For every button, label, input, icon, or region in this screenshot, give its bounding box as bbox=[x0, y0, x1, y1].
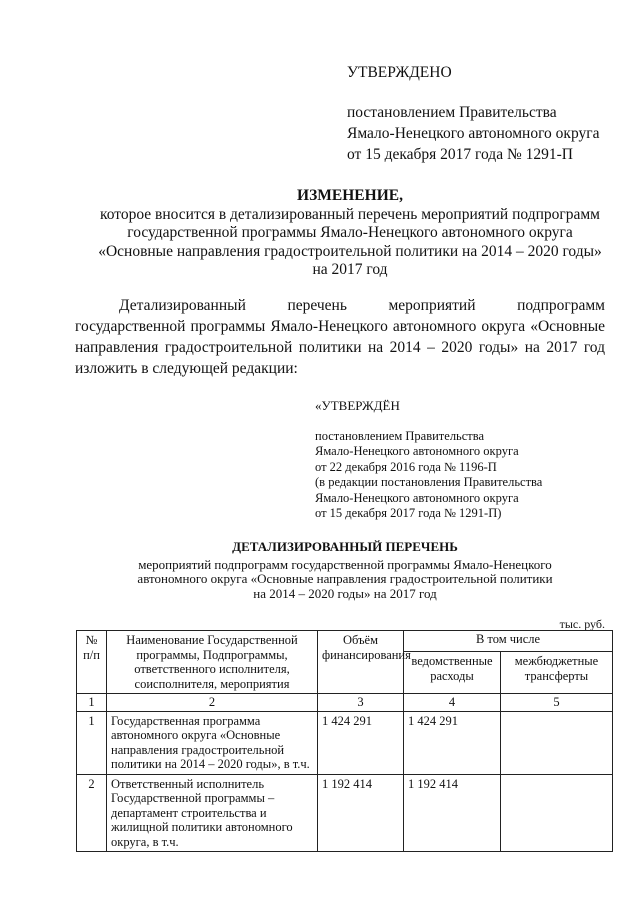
list-subtitle-line: мероприятий подпрограмм государственной программы Ямало-Ненецкого bbox=[138, 556, 552, 572]
header-name: Наименование Государственной программы, Подпрограммы, ответственного исполнителя, соисполнителя, мероприятия bbox=[107, 631, 318, 694]
amendment-title bbox=[60, 187, 640, 280]
approval-block-inner bbox=[315, 398, 542, 522]
amendment-title-line: на 2017 год bbox=[312, 261, 388, 278]
header-incl: В том числе bbox=[404, 631, 613, 652]
list-title-block bbox=[100, 540, 590, 601]
units-label: тыс. руб. bbox=[559, 617, 605, 631]
financing-table bbox=[76, 630, 613, 852]
header-num: № п/п bbox=[77, 631, 107, 694]
row-transfers bbox=[501, 774, 613, 852]
row-dept: 1 192 414 bbox=[404, 774, 501, 852]
table-header-row bbox=[77, 631, 613, 652]
colnum-cell: 5 bbox=[501, 694, 613, 712]
body-paragraph: Детализированный перечень мероприятий подпрограмм государственной программы Ямало-Ненецкого автономного округа «Основные направления градостроительной политики на 2014 – 2020 годы» на 2017 год изложить в следующей редакции: bbox=[75, 297, 605, 377]
table-row bbox=[77, 774, 613, 852]
amendment-title-line: которое вносится в детализированный перечень мероприятий подпрограмм bbox=[100, 205, 600, 223]
list-title: ДЕТАЛИЗИРОВАННЫЙ ПЕРЕЧЕНЬ bbox=[232, 539, 458, 554]
row-volume: 1 424 291 bbox=[318, 711, 404, 774]
approval-inner-line: Ямало-Ненецкого автономного округа bbox=[315, 490, 519, 505]
row-num: 1 bbox=[77, 711, 107, 774]
amendment-title-line: государственной программы Ямало-Ненецкого автономного округа bbox=[127, 224, 573, 241]
colnum-cell: 4 bbox=[404, 694, 501, 712]
approval-inner-heading: «УТВЕРЖДЁН bbox=[315, 398, 400, 413]
list-subtitle-line: автономного округа «Основные направления градостроительной политики bbox=[137, 571, 553, 586]
colnum-cell: 2 bbox=[107, 694, 318, 712]
colnum-cell: 3 bbox=[318, 694, 404, 712]
approval-inner-line: от 22 декабря 2016 года № 1196-П bbox=[315, 459, 497, 474]
colnum-cell: 1 bbox=[77, 694, 107, 712]
table-colnum-row bbox=[77, 694, 613, 712]
approval-inner-line: (в редакции постановления Правительства bbox=[315, 475, 543, 489]
approval-line: Ямало-Ненецкого автономного округа bbox=[347, 125, 600, 142]
approval-block-top bbox=[347, 62, 599, 165]
approval-line: от 15 декабря 2017 года № 1291-П bbox=[347, 146, 573, 163]
row-transfers bbox=[501, 711, 613, 774]
row-volume: 1 192 414 bbox=[318, 774, 404, 852]
header-dept: ведомственные расходы bbox=[404, 652, 501, 694]
row-dept: 1 424 291 bbox=[404, 711, 501, 774]
approval-inner-line: от 15 декабря 2017 года № 1291-П) bbox=[315, 506, 502, 520]
table-row bbox=[77, 711, 613, 774]
row-num: 2 bbox=[77, 774, 107, 852]
approval-heading: УТВЕРЖДЕНО bbox=[347, 64, 452, 81]
approval-inner-line: постановлением Правительства bbox=[315, 428, 485, 443]
amendment-heading: ИЗМЕНЕНИЕ, bbox=[297, 187, 403, 204]
list-subtitle-line: на 2014 – 2020 годы» на 2017 год bbox=[253, 585, 437, 601]
approval-line: постановлением Правительства bbox=[347, 104, 557, 121]
row-name: Государственная программа автономного округа «Основные направления градостроительной политики на 2014 – 2020 годы», в т.ч. bbox=[107, 711, 318, 774]
amendment-title-line: «Основные направления градостроительной политики на 2014 – 2020 годы» bbox=[98, 242, 602, 260]
row-name: Ответственный исполнитель Государственной программы – департамент строительства и жилищной политики автономного округа, в т.ч. bbox=[107, 774, 318, 852]
header-volume: Объём финансирования bbox=[318, 631, 404, 694]
approval-inner-line: Ямало-Ненецкого автономного округа bbox=[315, 444, 519, 458]
header-transfers: межбюджетные трансферты bbox=[501, 652, 613, 694]
